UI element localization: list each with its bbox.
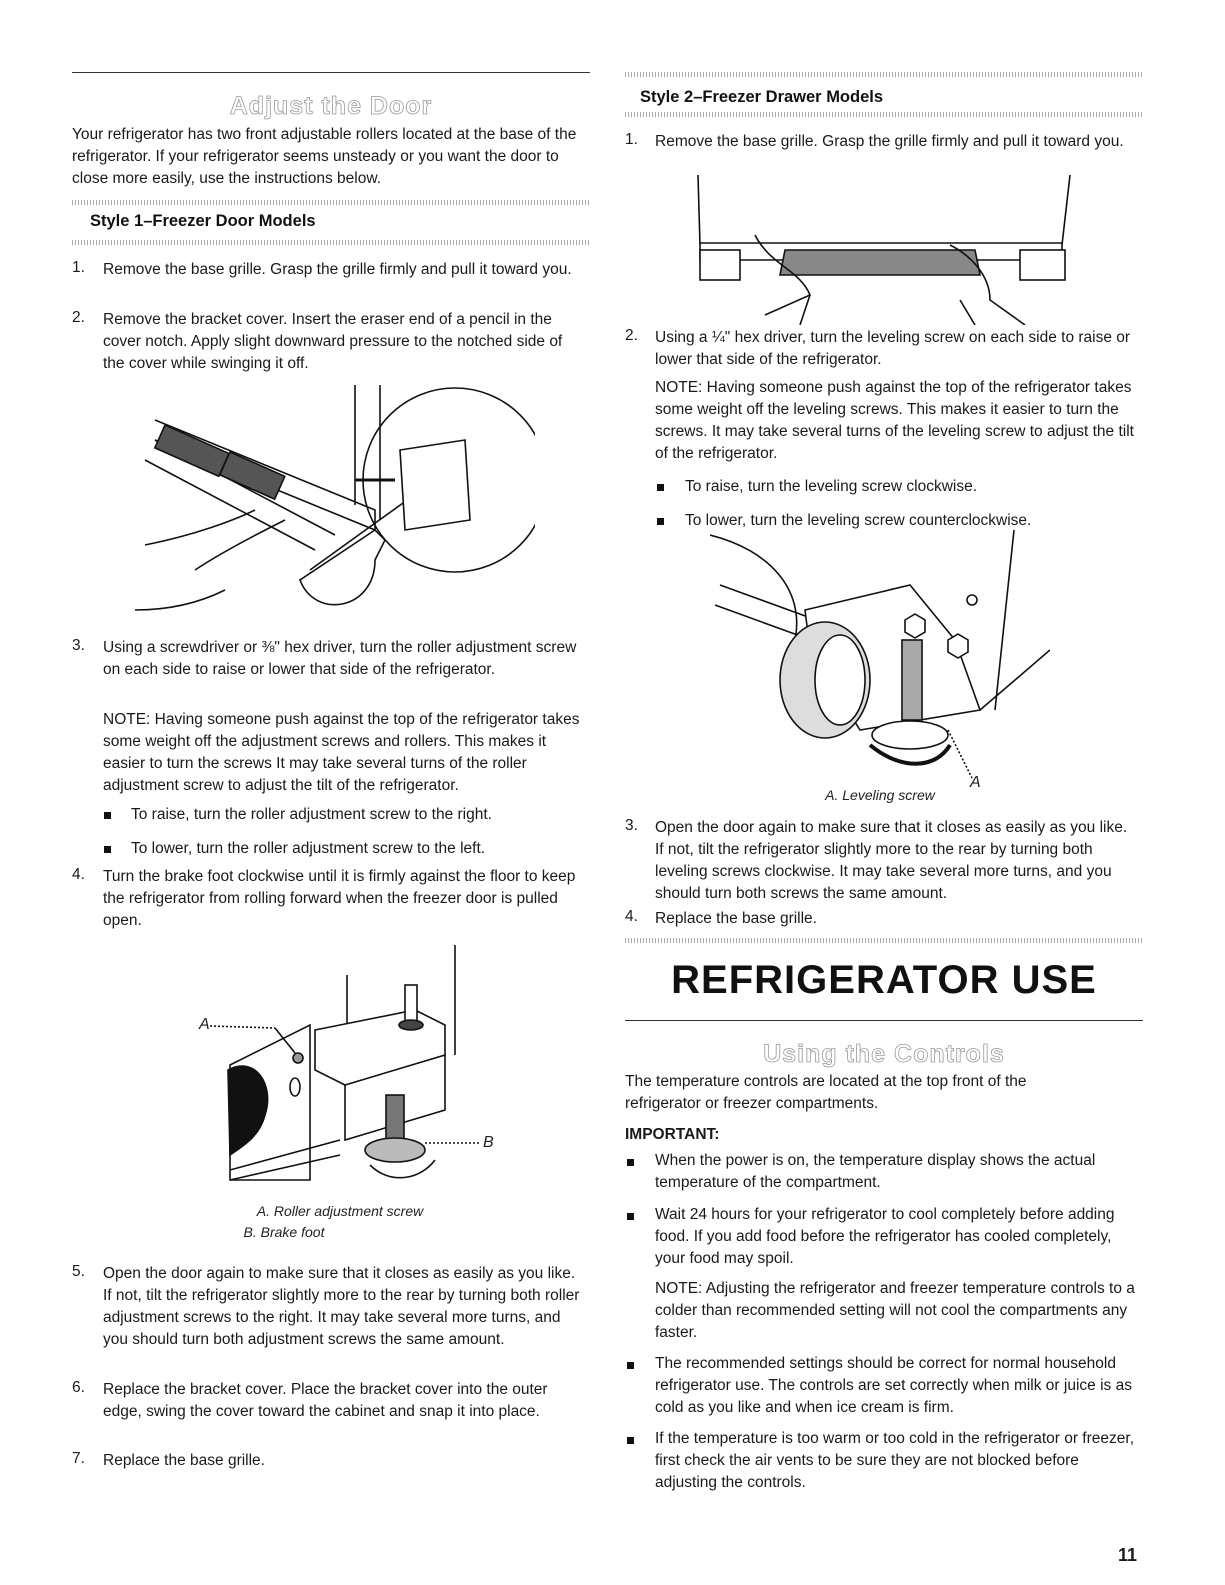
page-number: 11 <box>1118 1545 1138 1565</box>
note-text: NOTE: Having someone push against the top of the refrigerator takes some weight off the leveling screws. This makes it easier to turn the screws. It may take several turns of the leveling screw to adjust the tilt of the refrigerator. <box>655 379 1134 462</box>
divider <box>72 240 590 245</box>
divider <box>625 938 1143 943</box>
step-text: Remove the bracket cover. Insert the eraser end of a pencil in the cover notch. Apply slight downward pressure to the notched side of the cover while swinging it off. <box>103 311 563 372</box>
intro-text: Your refrigerator has two front adjustable rollers located at the base of the refrigerator. If your refrigerator seems unsteady or you want the door to close more easily, use the instructions below. <box>72 126 577 187</box>
bullet-icon <box>627 1437 634 1444</box>
step-text: Using a ¼" hex driver, turn the leveling screw on each side to raise or lower that side of the refrigerator. <box>655 329 1131 368</box>
step-number: 5. <box>72 1263 85 1280</box>
bullet-icon <box>627 1362 634 1369</box>
step-text: Remove the base grille. Grasp the grille firmly and pull it toward you. <box>655 133 1124 150</box>
divider <box>625 72 1143 77</box>
figure-caption: A. Leveling screw <box>825 787 935 803</box>
bullet-icon <box>627 1213 634 1220</box>
figure-caption: A. Roller adjustment screw <box>256 1203 424 1219</box>
bullet-text: To lower, turn the leveling screw counterclockwise. <box>685 512 1032 529</box>
step-number: 4. <box>72 866 85 883</box>
controls-intro: The temperature controls are located at the top front of the refrigerator or freezer compartments. <box>625 1073 1027 1112</box>
step-number: 4. <box>625 908 638 925</box>
bullet-text: The recommended settings should be correct for normal household refrigerator use. The controls are set correctly when milk or juice is as cold as you like and when ice cream is firm. <box>655 1355 1132 1416</box>
step-number: 1. <box>625 131 638 148</box>
bullet-icon <box>104 846 111 853</box>
bullet-text: If the temperature is too warm or too cold in the refrigerator or freezer, first check the air vents to be sure they are not blocked before adjusting the controls. <box>655 1430 1134 1491</box>
step-number: 7. <box>72 1450 85 1467</box>
section-title: REFRIGERATOR USE <box>671 958 1097 1002</box>
figure-label-b: B <box>483 1134 494 1151</box>
divider <box>625 112 1143 117</box>
step-number: 3. <box>625 817 638 834</box>
style1-title: Style 1–Freezer Door Models <box>90 212 316 230</box>
step-number: 6. <box>72 1379 85 1396</box>
bullet-text: To lower, turn the roller adjustment screw to the left. <box>131 840 486 857</box>
bullet-text: To raise, turn the roller adjustment screw to the right. <box>131 806 492 823</box>
bullet-icon <box>657 518 664 525</box>
step-number: 1. <box>72 259 85 276</box>
bullet-text: When the power is on, the temperature display shows the actual temperature of the compartment. <box>655 1152 1096 1191</box>
figure-label-a: A <box>199 1016 210 1033</box>
step-text: Replace the bracket cover. Place the bracket cover into the outer edge, swing the cover toward the cabinet and snap it into place. <box>103 1381 548 1420</box>
heading-using-controls: Using the Controls <box>763 1040 1005 1068</box>
note-text: NOTE: Adjusting the refrigerator and freezer temperature controls to a colder than recommended setting will not cool the compartments any faster. <box>655 1280 1135 1341</box>
leveling-screw-illustration <box>710 530 1050 785</box>
step-text: Turn the brake foot clockwise until it is firmly against the floor to keep the refrigerator from rolling forward when the freezer door is pulled open. <box>103 868 576 929</box>
step-text: Open the door again to make sure that it closes as easily as you like. If not, tilt the refrigerator slightly more to the rear by turning both roller adjustment screws to the right. It may take several more turns, and you should turn both adjustment screws the same amount. <box>103 1265 580 1348</box>
figure-caption: B. Brake foot <box>243 1224 325 1240</box>
style2-title: Style 2–Freezer Drawer Models <box>640 88 884 106</box>
bullet-icon <box>627 1159 634 1166</box>
bracket-cover-illustration <box>135 380 535 620</box>
bullet-text: To raise, turn the leveling screw clockwise. <box>685 478 978 495</box>
heading-adjust-door: Adjust the Door <box>229 92 433 120</box>
section-rule <box>625 1020 1143 1021</box>
bullet-icon <box>657 484 664 491</box>
step-text: Remove the base grille. Grasp the grille firmly and pull it toward you. <box>103 261 572 278</box>
step-number: 3. <box>72 637 85 654</box>
divider <box>72 200 590 205</box>
step-text: Replace the base grille. <box>655 910 817 927</box>
figure-label-a: A <box>970 774 981 791</box>
bullet-text: Wait 24 hours for your refrigerator to cool completely before adding food. If you add food before the refrigerator has cooled completely, your food may spoil. <box>655 1206 1115 1267</box>
important-label: IMPORTANT: <box>625 1126 720 1143</box>
step-text: Open the door again to make sure that it closes as easily as you like. If not, tilt the refrigerator slightly more to the rear by turning both leveling screws clockwise. It may take several more turns, and you should turn both screws the same amount. <box>655 819 1128 902</box>
top-rule-left <box>72 72 590 73</box>
bullet-icon <box>104 812 111 819</box>
step-number: 2. <box>625 327 638 344</box>
step-text: Replace the base grille. <box>103 1452 265 1469</box>
step-number: 2. <box>72 309 85 326</box>
note-text: NOTE: Having someone push against the top of the refrigerator takes some weight off the adjustment screws and rollers. This makes it easier to turn the screws It may take several turns of the roller adjustment screw to adjust the tilt of the refrigerator. <box>103 711 580 794</box>
roller-brake-illustration <box>190 945 480 1195</box>
step-text: Using a screwdriver or ⅜" hex driver, turn the roller adjustment screw on each side to raise or lower that side of the refrigerator. <box>103 639 577 678</box>
base-grille-illustration <box>690 175 1080 325</box>
